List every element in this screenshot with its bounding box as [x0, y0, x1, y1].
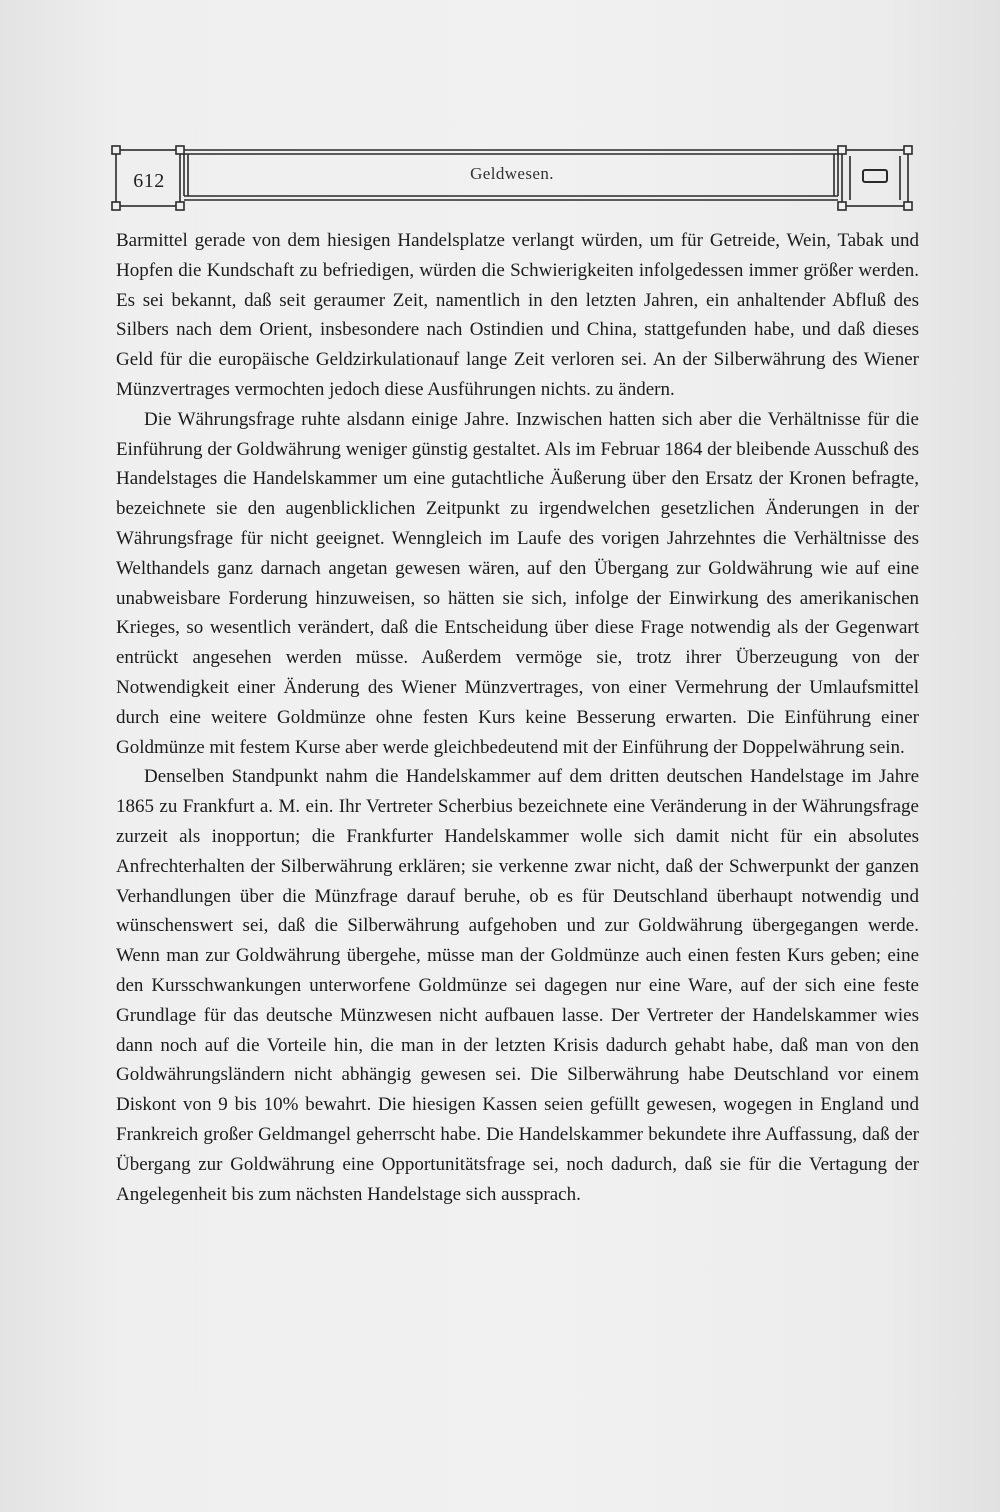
- body-text: [116, 226, 919, 1209]
- paragraph-1: Barmittel gerade von dem hiesigen Handelsplatze verlangt würden, um für Getreide, Wein, Tabak und Hopfen die Kundschaft zu befriedigen, würden die Schwierigkeiten infolgedessen immer größer werden. Es sei bekannt, daß seit geraumer Zeit, namentlich in den letzten Jahren, ein anhaltender Abfluß des Silbers nach dem Orient, insbesondere nach Ostindien und China, stattgefunden habe, und daß dieses Geld für die europäische Geldzirkulationauf lange Zeit verloren sei. An der Silberwährung des Wiener Münzvertrages vermochten jedoch diese Ausführungen nichts. zu ändern.: [116, 230, 919, 400]
- page-number: 612: [133, 170, 165, 192]
- paragraph-2: Die Währungsfrage ruhte alsdann einige Jahre. Inzwischen hatten sich aber die Verhältnisse für die Einführung der Goldwährung weniger günstig gestaltet. Als im Februar 1864 der bleibende Ausschuß des Handelstages die Handelskammer um eine gutachtliche Äußerung über den Ersatz der Kronen befragte, bezeichnete sie den augenblicklichen Zeitpunkt zu irgendwelchen gesetzlichen Änderungen in der Währungsfrage für nicht geeignet. Wenngleich im Laufe des vorigen Jahrzehntes die Verhältnisse des Welthandels ganz darnach angetan gewesen wären, auf den Übergang zur Goldwährung wie auf eine unabweisbare Forderung hinzuweisen, so hätten sie sich, infolge der Einwirkung des amerikanischen Krieges, so wesentlich verändert, daß die Entscheidung über diese Frage notwendig als der Gegenwart entrückt angesehen werden müsse. Außerdem vermöge sie, trotz ihrer Überzeugung von der Notwendigkeit einer Änderung des Wiener Münzvertrages, von einer Vermehrung der Umlaufsmittel durch eine weitere Goldmünze ohne festen Kurs keine Besserung erwarten. Die Einführung einer Goldmünze mit festem Kurse aber werde gleichbedeutend mit der Einführung der Doppelwährung sein.: [116, 408, 919, 758]
- running-title: Geldwesen.: [470, 164, 554, 183]
- running-header: [112, 144, 912, 210]
- paragraph-3: Denselben Standpunkt nahm die Handelskammer auf dem dritten deutschen Handelstage im Jahre 1865 zu Frankfurt a. M. ein. Ihr Vertreter Scherbius bezeichnete eine Veränderung in der Währungsfrage zurzeit als inopportun; die Frankfurter Handelskammer wolle sich damit nicht für ein absolutes Anfrechterhalten der Silberwährung erklären; sie verkenne zwar nicht, daß der Schwerpunkt der ganzen Verhandlungen über die Münzfrage darauf beruhe, ob es für Deutschland überhaupt notwendig und wünschenswert sei, daß die Silberwährung aufgehoben und zur Goldwährung übergegangen werde. Wenn man zur Goldwährung übergehe, müsse man der Goldmünze auch einen festen Kurs geben; eine den Kursschwankungen unterworfene Goldmünze sei dagegen nur eine Ware, auf der sich eine feste Grundlage für das deutsche Münzwesen nicht aufbauen lasse. Der Vertreter der Handelskammer wies dann noch auf die Vorteile hin, die man in der letzten Krisis dadurch gehabt habe, daß man von den Goldwährungsländern nicht abhängig gewesen sei. Die Silberwährung habe Deutschland vor einem Diskont von 9 bis 10% bewahrt. Die hiesigen Kassen seien gefüllt gewesen, wogegen in England und Frankreich großer Geldmangel geherrscht habe. Die Handelskammer bekundete ihre Auffassung, daß der Übergang zur Goldwährung eine Opportunitätsfrage sei, noch dadurch, daß sie für die Vertagung der Angelegenheit bis zum nächsten Handelstage sich aussprach.: [116, 766, 919, 1205]
